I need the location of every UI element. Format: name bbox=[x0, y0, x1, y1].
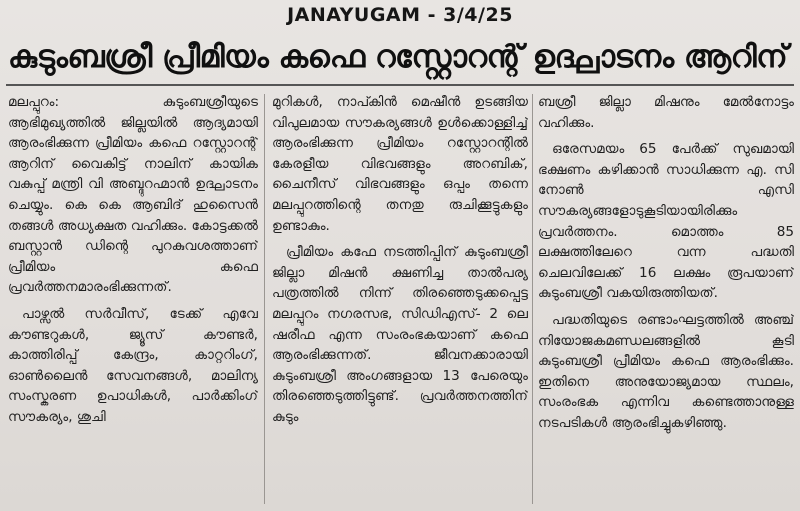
headline-rule bbox=[6, 84, 794, 86]
article-column-2 bbox=[272, 92, 528, 507]
paragraph: മലപ്പുറം: കുടുംബശ്രീയുടെ ആഭിമുഖ്യത്തിൽ ജില്ലയിൽ ആദ്യമായി ആരംഭിക്കുന്ന പ്രീമിയം കഫെ റസ്റ്റോറന്റ് ആറിന് വൈകിട്ട് നാലിന് കായിക വകുപ്പ് മന്ത്രി വി അബ്ദുറഹ്മാൻ ഉദ്ഘാടനം ചെയ്യും. കെ കെ ആബിദ് ഹുസൈൻ തങ്ങൾ അധ്യക്ഷത വഹിക്കും. കോട്ടക്കൽ ബസ്റ്റാൻ ഡിന്റെ പുറകുവശത്താണ് പ്രീമിയം കഫെ പ്രവർത്തനമാരംഭിക്കുന്നത്. bbox=[8, 94, 258, 296]
paragraph: പദ്ധതിയുടെ രണ്ടാംഘട്ടത്തിൽ അഞ്ച് നിയോജകമണ്ഡലങ്ങളിൽ കൂടി കുടുംബശ്രീ പ്രീമിയം കഫെ ആരംഭിക്കും. ഇതിനെ അനുയോജ്യമായ സ്ഥലം, സംരംഭക എന്നിവ കണ്ടെത്താനുള്ള നടപടികൾ ആരംഭിച്ചുകഴിഞ്ഞു. bbox=[538, 311, 794, 431]
article-column-3 bbox=[538, 92, 794, 507]
article-column-1 bbox=[8, 92, 258, 507]
column-divider bbox=[532, 94, 533, 504]
headline: കുടുംബശ്രീ പ്രീമിയം കഫെ റസ്റ്റോറന്റ് ഉദ്ഘാടനം ആറിന് bbox=[8, 39, 788, 75]
paragraph: ഒരേസമയം 65 പേർക്ക് സുഖമായി ഭക്ഷണം കഴിക്കാൻ സാധിക്കുന്ന എ. സി നോൺ എസി സൗകര്യങ്ങളോടുകൂടിയായിരിക്കും പ്രവർത്തനം. മൊത്തം 85 ലക്ഷത്തിലേറെ വന്ന പദ്ധതി ചെലവിലേക്ക് 16 ലക്ഷം രൂപയാണ് കുടുംബശ്രീ വകയിരുത്തിയത്. bbox=[538, 141, 794, 302]
paragraph: പ്രീമിയം കഫേ നടത്തിപ്പിന് കുടുംബശ്രീ ജില്ലാ മിഷൻ ക്ഷണിച്ച താൽപര്യ പത്രത്തിൽ നിന്ന് തിരഞ്ഞെടുക്കപ്പെട്ട മലപ്പുറം നഗരസഭ, സിഡിഎസ്- 2 ലെ ഷരീഫ എന്ന സംരംഭകയാണ് കഫെ ആരംഭിക്കുന്നത്. ജീവനക്കാരായി കുടുംബശ്രീ അംഗങ്ങളായ 13 പേരെയും തിരഞ്ഞെടുത്തിട്ടുണ്ട്. പ്രവർത്തനത്തിന് കുടും bbox=[272, 244, 528, 425]
paragraph: മുറികൾ, നാപ്കിൻ മെഷീൻ ഉടങ്ങിയ വിപുലമായ സൗകര്യങ്ങൾ ഉൾക്കൊള്ളിച്ച് ആരംഭിക്കുന്ന പ്രീമിയം റസ്റ്റോറന്റിൽ കേരളീയ വിഭവങ്ങളും അറബിക്, ചൈനീസ് വിഭവങ്ങളും ഒപ്പം തന്നെ മലപ്പുറത്തിന്റെ തനതു രുചിക്കൂട്ടുകളും ഉണ്ടാകും. bbox=[272, 94, 528, 234]
paragraph: പാഴ്സൽ സർവീസ്, ടേക്ക് എവേ കൗണ്ടറുകൾ, ജ്യൂസ് കൗണ്ടർ, കാത്തിരിപ്പ് കേന്ദ്രം, കാറ്ററിംഗ്, ഓൺലൈൻ സേവനങ്ങൾ, മാലിന്യ സംസ്കരണ ഉപാധികൾ, പാർക്കിംഗ് സൗകര്യം, ശുചി bbox=[8, 305, 258, 425]
source-line: JANAYUGAM - 3/4/25 bbox=[287, 4, 513, 26]
column-divider bbox=[264, 94, 265, 504]
paragraph: ബശ്രീ ജില്ലാ മിഷനും മേൽനോട്ടം വഹിക്കും. bbox=[538, 94, 794, 131]
